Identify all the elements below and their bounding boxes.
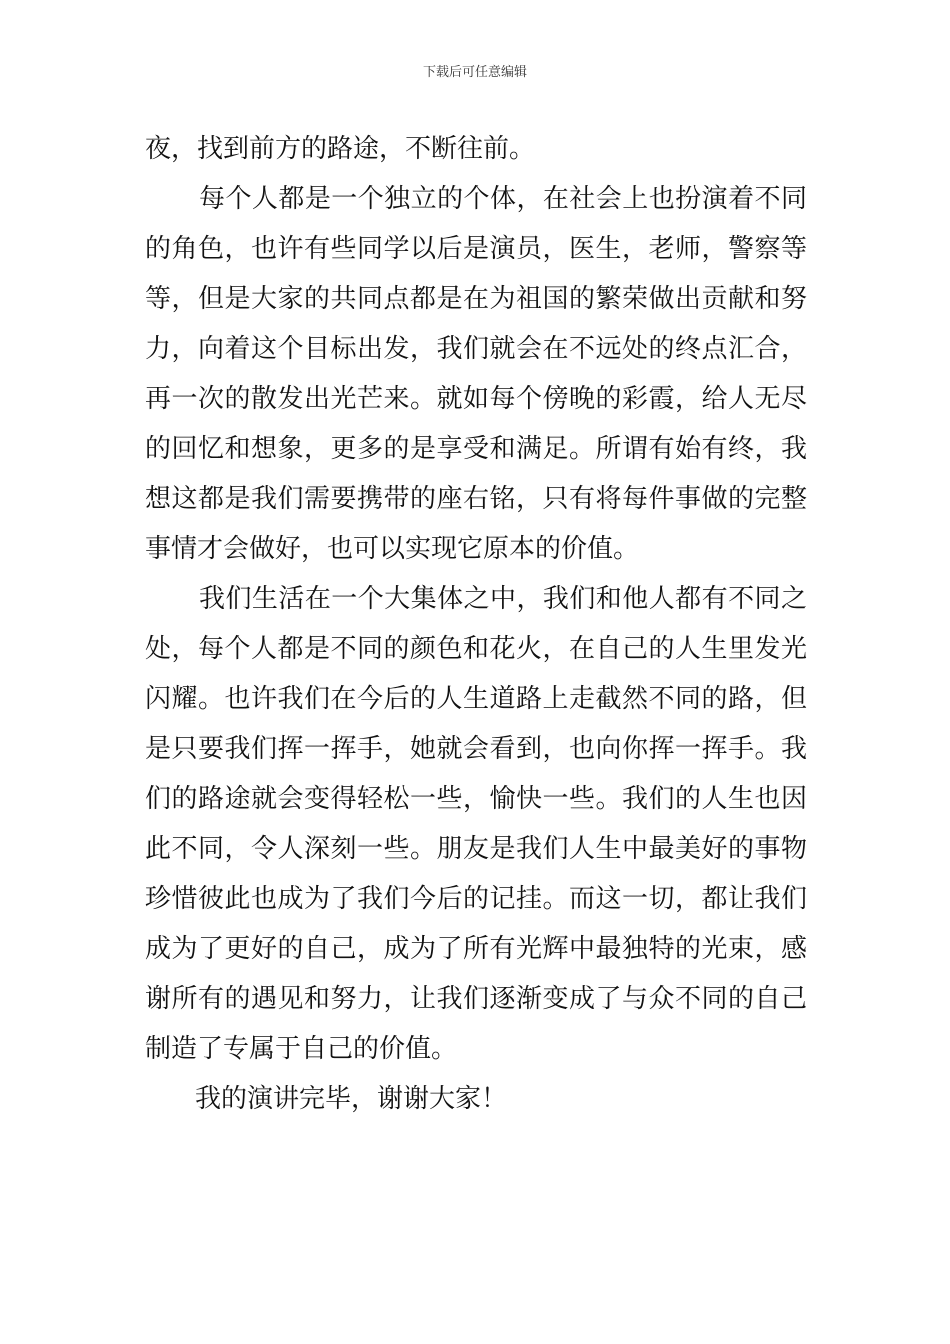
paragraph-closing: 我的演讲完毕，谢谢大家！ bbox=[195, 1084, 508, 1114]
document-body bbox=[145, 124, 807, 1124]
paragraph-roles: 每个人都是一个独立的个体，在社会上也扮演着不同的角色，也许有些同学以后是演员，医生，老师，警察等等，但是大家的共同点都是在为祖国的繁荣做出贡献和努力，向着这个目标出发，我们就会在不远处的终点汇合，再一次的散发出光芒来。就如每个傍晚的彩霞，给人无尽的回忆和想象，更多的是享受和满足。所谓有始有终，我想这都是我们需要携带的座右铭，只有将每件事做的完整事情才会做好，也可以实现它原本的价值。 bbox=[145, 184, 807, 564]
paragraph-collective: 我们生活在一个大集体之中，我们和他人都有不同之处，每个人都是不同的颜色和花火，在自己的人生里发光闪耀。也许我们在今后的人生道路上走截然不同的路，但是只要我们挥一挥手，她就会看到，也向你挥一挥手。我们的路途就会变得轻松一些，愉快一些。我们的人生也因此不同，令人深刻一些。朋友是我们人生中最美好的事物珍惜彼此也成为了我们今后的记挂。而这一切，都让我们成为了更好的自己，成为了所有光辉中最独特的光束，感谢所有的遇见和努力，让我们逐渐变成了与众不同的自己制造了专属于自己的价值。 bbox=[145, 584, 807, 1064]
paragraph-continuation: 夜，找到前方的路途，不断往前。 bbox=[145, 134, 536, 164]
page-header: 下载后可任意编辑 bbox=[422, 65, 527, 80]
